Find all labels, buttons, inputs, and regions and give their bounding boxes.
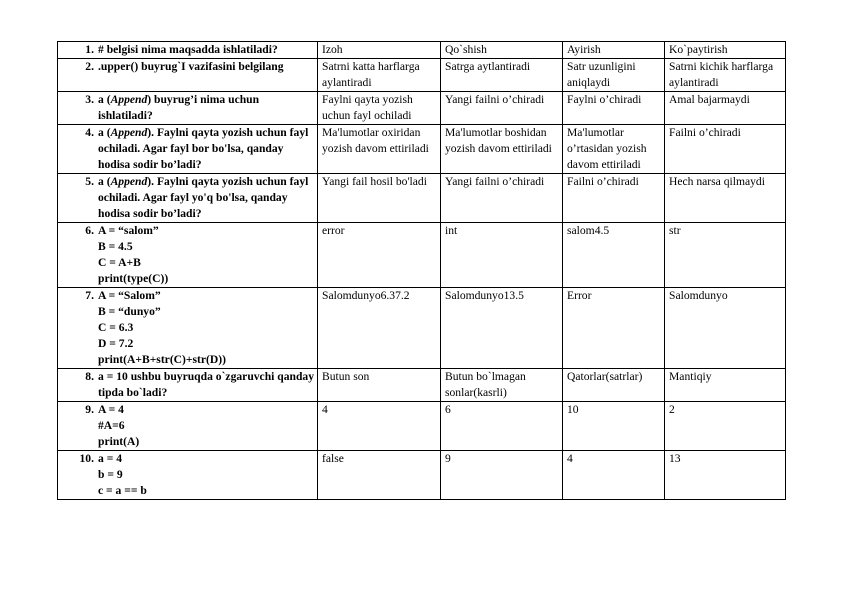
- question-text-part: a (: [98, 126, 111, 139]
- answer-option-2: Satrga aytlantiradi: [441, 59, 563, 92]
- answer-option-2: Yangi failni o’chiradi: [441, 174, 563, 223]
- question-text-italic: Append: [110, 126, 148, 139]
- question-text: A = “Salom” B = “dunyo” C = 6.3 D = 7.2 print(A+B+str(C)+str(D)): [98, 289, 226, 366]
- table-row: [58, 92, 786, 125]
- answer-option-4: Failni o’chiradi: [665, 125, 786, 174]
- table-row: [58, 223, 786, 288]
- answer-option-3: Satr uzunligini aniqlaydi: [563, 59, 665, 92]
- question-cell: [58, 402, 318, 451]
- table-row: [58, 369, 786, 402]
- answer-option-3: Faylni o’chiradi: [563, 92, 665, 125]
- question-number: 6.: [85, 224, 94, 237]
- question-text: A = “salom” B = 4.5 C = A+B print(type(C)): [98, 224, 169, 285]
- question-text-italic: Append: [110, 93, 148, 106]
- question-number: 3.: [85, 93, 94, 106]
- answer-option-4: 13: [665, 451, 786, 500]
- answer-option-4: Mantiqiy: [665, 369, 786, 402]
- answer-option-3: Ayirish: [563, 42, 665, 59]
- table-row: [58, 402, 786, 451]
- answer-option-1: false: [318, 451, 441, 500]
- answer-option-2: 9: [441, 451, 563, 500]
- question-text: [98, 174, 314, 222]
- question-cell: [58, 369, 318, 402]
- table-row: [58, 451, 786, 500]
- answer-option-4: Salomdunyo: [665, 288, 786, 369]
- question-number: 8.: [85, 370, 94, 383]
- table-row: [58, 125, 786, 174]
- question-cell: [58, 223, 318, 288]
- answer-option-3: 4: [563, 451, 665, 500]
- answer-option-2: Yangi failni o’chiradi: [441, 92, 563, 125]
- table-row: [58, 42, 786, 59]
- table-row: [58, 288, 786, 369]
- answer-option-2: int: [441, 223, 563, 288]
- question-text-italic: Append: [110, 175, 148, 188]
- question-text-part: a (: [98, 175, 111, 188]
- answer-option-4: 2: [665, 402, 786, 451]
- question-text: [98, 92, 314, 124]
- question-text-part: a (: [98, 93, 111, 106]
- question-cell: [58, 288, 318, 369]
- question-number: 2.: [85, 60, 94, 73]
- answer-option-3: Ma'lumotlar o’rtasidan yozish davom ettiriladi: [563, 125, 665, 174]
- question-cell: [58, 42, 318, 59]
- question-number: 10.: [79, 452, 94, 465]
- answer-option-4: str: [665, 223, 786, 288]
- answer-option-1: Ma'lumotlar oxiridan yozish davom ettiriladi: [318, 125, 441, 174]
- question-text: [98, 125, 314, 173]
- answer-option-1: Satrni katta harflarga aylantiradi: [318, 59, 441, 92]
- answer-option-1: Butun son: [318, 369, 441, 402]
- answer-option-1: Izoh: [318, 42, 441, 59]
- question-number: 9.: [85, 403, 94, 416]
- question-number: 7.: [85, 289, 94, 302]
- question-number: 1.: [85, 43, 94, 56]
- answer-option-1: error: [318, 223, 441, 288]
- question-cell: [58, 92, 318, 125]
- question-text: A = 4 #A=6 print(A): [98, 403, 140, 448]
- answer-option-3: Error: [563, 288, 665, 369]
- answer-option-2: 6: [441, 402, 563, 451]
- answer-option-4: Amal bajarmaydi: [665, 92, 786, 125]
- answer-option-3: 10: [563, 402, 665, 451]
- quiz-table-body: [58, 42, 786, 500]
- question-text: a = 4 b = 9 c = a == b: [98, 452, 147, 497]
- answer-option-4: Hech narsa qilmaydi: [665, 174, 786, 223]
- question-number: 4.: [85, 126, 94, 139]
- question-text: .upper() buyrug`I vazifasini belgilang: [98, 60, 284, 73]
- answer-option-3: salom4.5: [563, 223, 665, 288]
- quiz-table: [57, 41, 786, 500]
- table-row: [58, 59, 786, 92]
- answer-option-4: Ko`paytirish: [665, 42, 786, 59]
- question-text-part: ) buyrug’i nima uchun ishlatiladi?: [98, 93, 262, 122]
- answer-option-1: Faylni qayta yozish uchun fayl ochiladi: [318, 92, 441, 125]
- question-cell: [58, 125, 318, 174]
- answer-option-2: Salomdunyo13.5: [441, 288, 563, 369]
- answer-option-2: Qo`shish: [441, 42, 563, 59]
- question-text-part: ). Faylni qayta yozish uchun fayl ochiladi. Agar fayl bor bo'lsa, qanday hodisa sodir bo’ladi?: [98, 126, 312, 171]
- answer-option-1: Yangi fail hosil bo'ladi: [318, 174, 441, 223]
- answer-option-4: Satrni kichik harflarga aylantiradi: [665, 59, 786, 92]
- question-text: a = 10 ushbu buyruqda o`zgaruvchi qanday tipda bo`ladi?: [98, 370, 317, 399]
- question-text-part: ). Faylni qayta yozish uchun fayl ochiladi. Agar fayl yo'q bo'lsa, qanday hodisa sodir bo’ladi?: [98, 175, 312, 220]
- question-cell: [58, 451, 318, 500]
- answer-option-1: Salomdunyo6.37.2: [318, 288, 441, 369]
- question-number: 5.: [85, 175, 94, 188]
- question-cell: [58, 59, 318, 92]
- answer-option-3: Qatorlar(satrlar): [563, 369, 665, 402]
- answer-option-1: 4: [318, 402, 441, 451]
- answer-option-3: Failni o’chiradi: [563, 174, 665, 223]
- question-text: # belgisi nima maqsadda ishlatiladi?: [98, 43, 278, 56]
- question-cell: [58, 174, 318, 223]
- answer-option-2: Ma'lumotlar boshidan yozish davom ettiriladi: [441, 125, 563, 174]
- answer-option-2: Butun bo`lmagan sonlar(kasrli): [441, 369, 563, 402]
- table-row: [58, 174, 786, 223]
